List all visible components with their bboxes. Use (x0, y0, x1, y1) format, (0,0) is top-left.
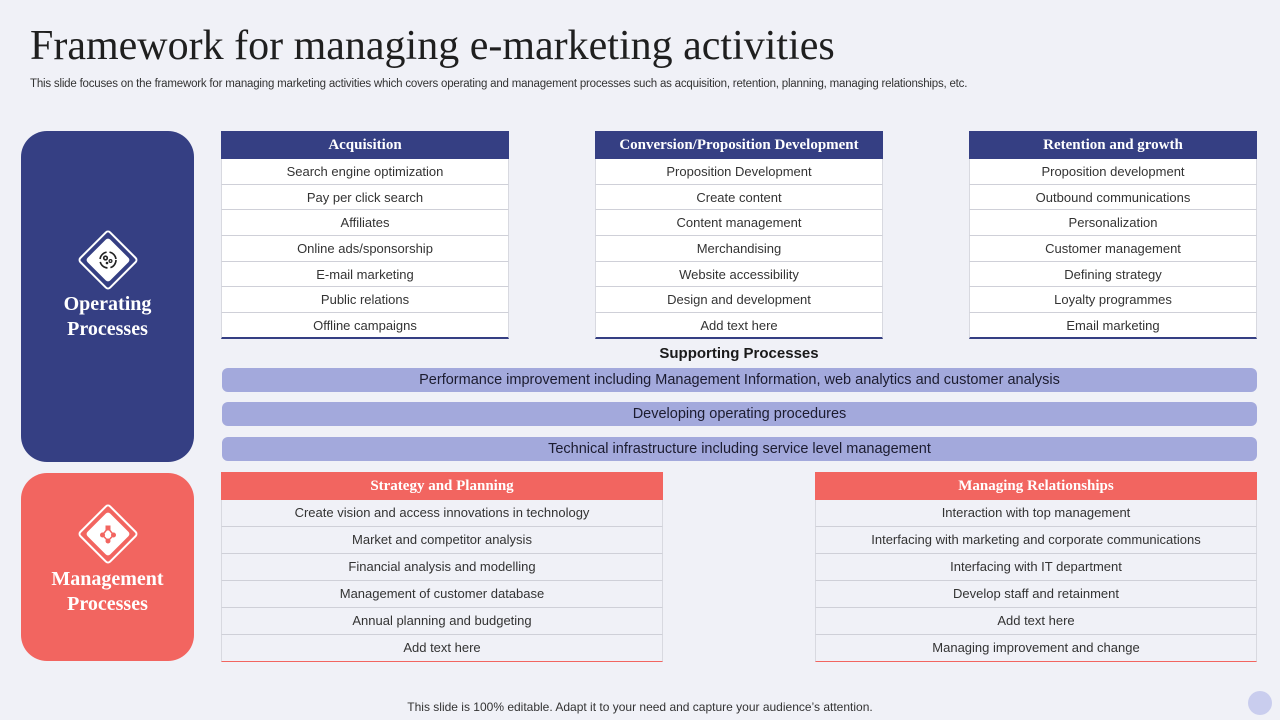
table-row: Public relations (221, 287, 509, 313)
table-row: Managing improvement and change (815, 635, 1257, 662)
table-row: Develop staff and retainment (815, 581, 1257, 608)
table-row: Customer management (969, 236, 1257, 262)
strategy-planning-table (221, 472, 663, 662)
table-row: Add text here (221, 635, 663, 662)
retention-table (969, 131, 1257, 339)
table-row: Create vision and access innovations in technology (221, 500, 663, 527)
supporting-processes-title: Supporting Processes (659, 345, 819, 362)
table-row: Search engine optimization (221, 159, 509, 185)
supporting-bar: Developing operating procedures (222, 402, 1257, 426)
operating-processes-label: Operating Processes (63, 293, 152, 340)
table-row: Add text here (595, 313, 883, 339)
table-row: Proposition development (969, 159, 1257, 185)
table-row: Annual planning and budgeting (221, 608, 663, 635)
table-row: Website accessibility (595, 262, 883, 288)
strategy-header: Strategy and Planning (221, 472, 663, 500)
table-row: Outbound communications (969, 185, 1257, 211)
supporting-bar: Performance improvement including Management Information, web analytics and customer analysis (222, 368, 1257, 392)
operating-diamond-badge (77, 229, 139, 291)
supporting-bar: Technical infrastructure including service level management (222, 437, 1257, 461)
management-processes-label: Management Processes (51, 568, 164, 615)
footer-note: This slide is 100% editable. Adapt it to your need and capture your audience’s attention. (407, 700, 873, 714)
retention-header: Retention and growth (969, 131, 1257, 159)
page-title: Framework for managing e-marketing activities (30, 23, 835, 69)
page-indicator-dot (1248, 691, 1272, 715)
table-row: Management of customer database (221, 581, 663, 608)
table-row: Personalization (969, 210, 1257, 236)
managing-relationships-table (815, 472, 1257, 662)
process-gears-icon (96, 248, 120, 272)
management-processes-block (21, 473, 194, 661)
table-row: Pay per click search (221, 185, 509, 211)
table-row: Market and competitor analysis (221, 527, 663, 554)
conversion-header: Conversion/Proposition Development (595, 131, 883, 159)
table-row: Add text here (815, 608, 1257, 635)
table-row: Interfacing with marketing and corporate communications (815, 527, 1257, 554)
table-row: Email marketing (969, 313, 1257, 339)
table-row: Design and development (595, 287, 883, 313)
table-row: Loyalty programmes (969, 287, 1257, 313)
table-row: Content management (595, 210, 883, 236)
table-row: Defining strategy (969, 262, 1257, 288)
table-row: Affiliates (221, 210, 509, 236)
table-row: Create content (595, 185, 883, 211)
page-subtitle: This slide focuses on the framework for managing marketing activities which covers operating and management processes such as acquisition, retention, planning, managing relationships, etc. (30, 78, 968, 90)
table-row: Merchandising (595, 236, 883, 262)
management-network-icon (96, 522, 120, 546)
table-row: E-mail marketing (221, 262, 509, 288)
table-row: Proposition Development (595, 159, 883, 185)
acquisition-header: Acquisition (221, 131, 509, 159)
acquisition-table (221, 131, 509, 339)
table-row: Interaction with top management (815, 500, 1257, 527)
table-row: Financial analysis and modelling (221, 554, 663, 581)
table-row: Online ads/sponsorship (221, 236, 509, 262)
operating-processes-block (21, 131, 194, 462)
relationships-header: Managing Relationships (815, 472, 1257, 500)
management-diamond-badge (77, 503, 139, 565)
table-row: Offline campaigns (221, 313, 509, 339)
conversion-table (595, 131, 883, 339)
table-row: Interfacing with IT department (815, 554, 1257, 581)
